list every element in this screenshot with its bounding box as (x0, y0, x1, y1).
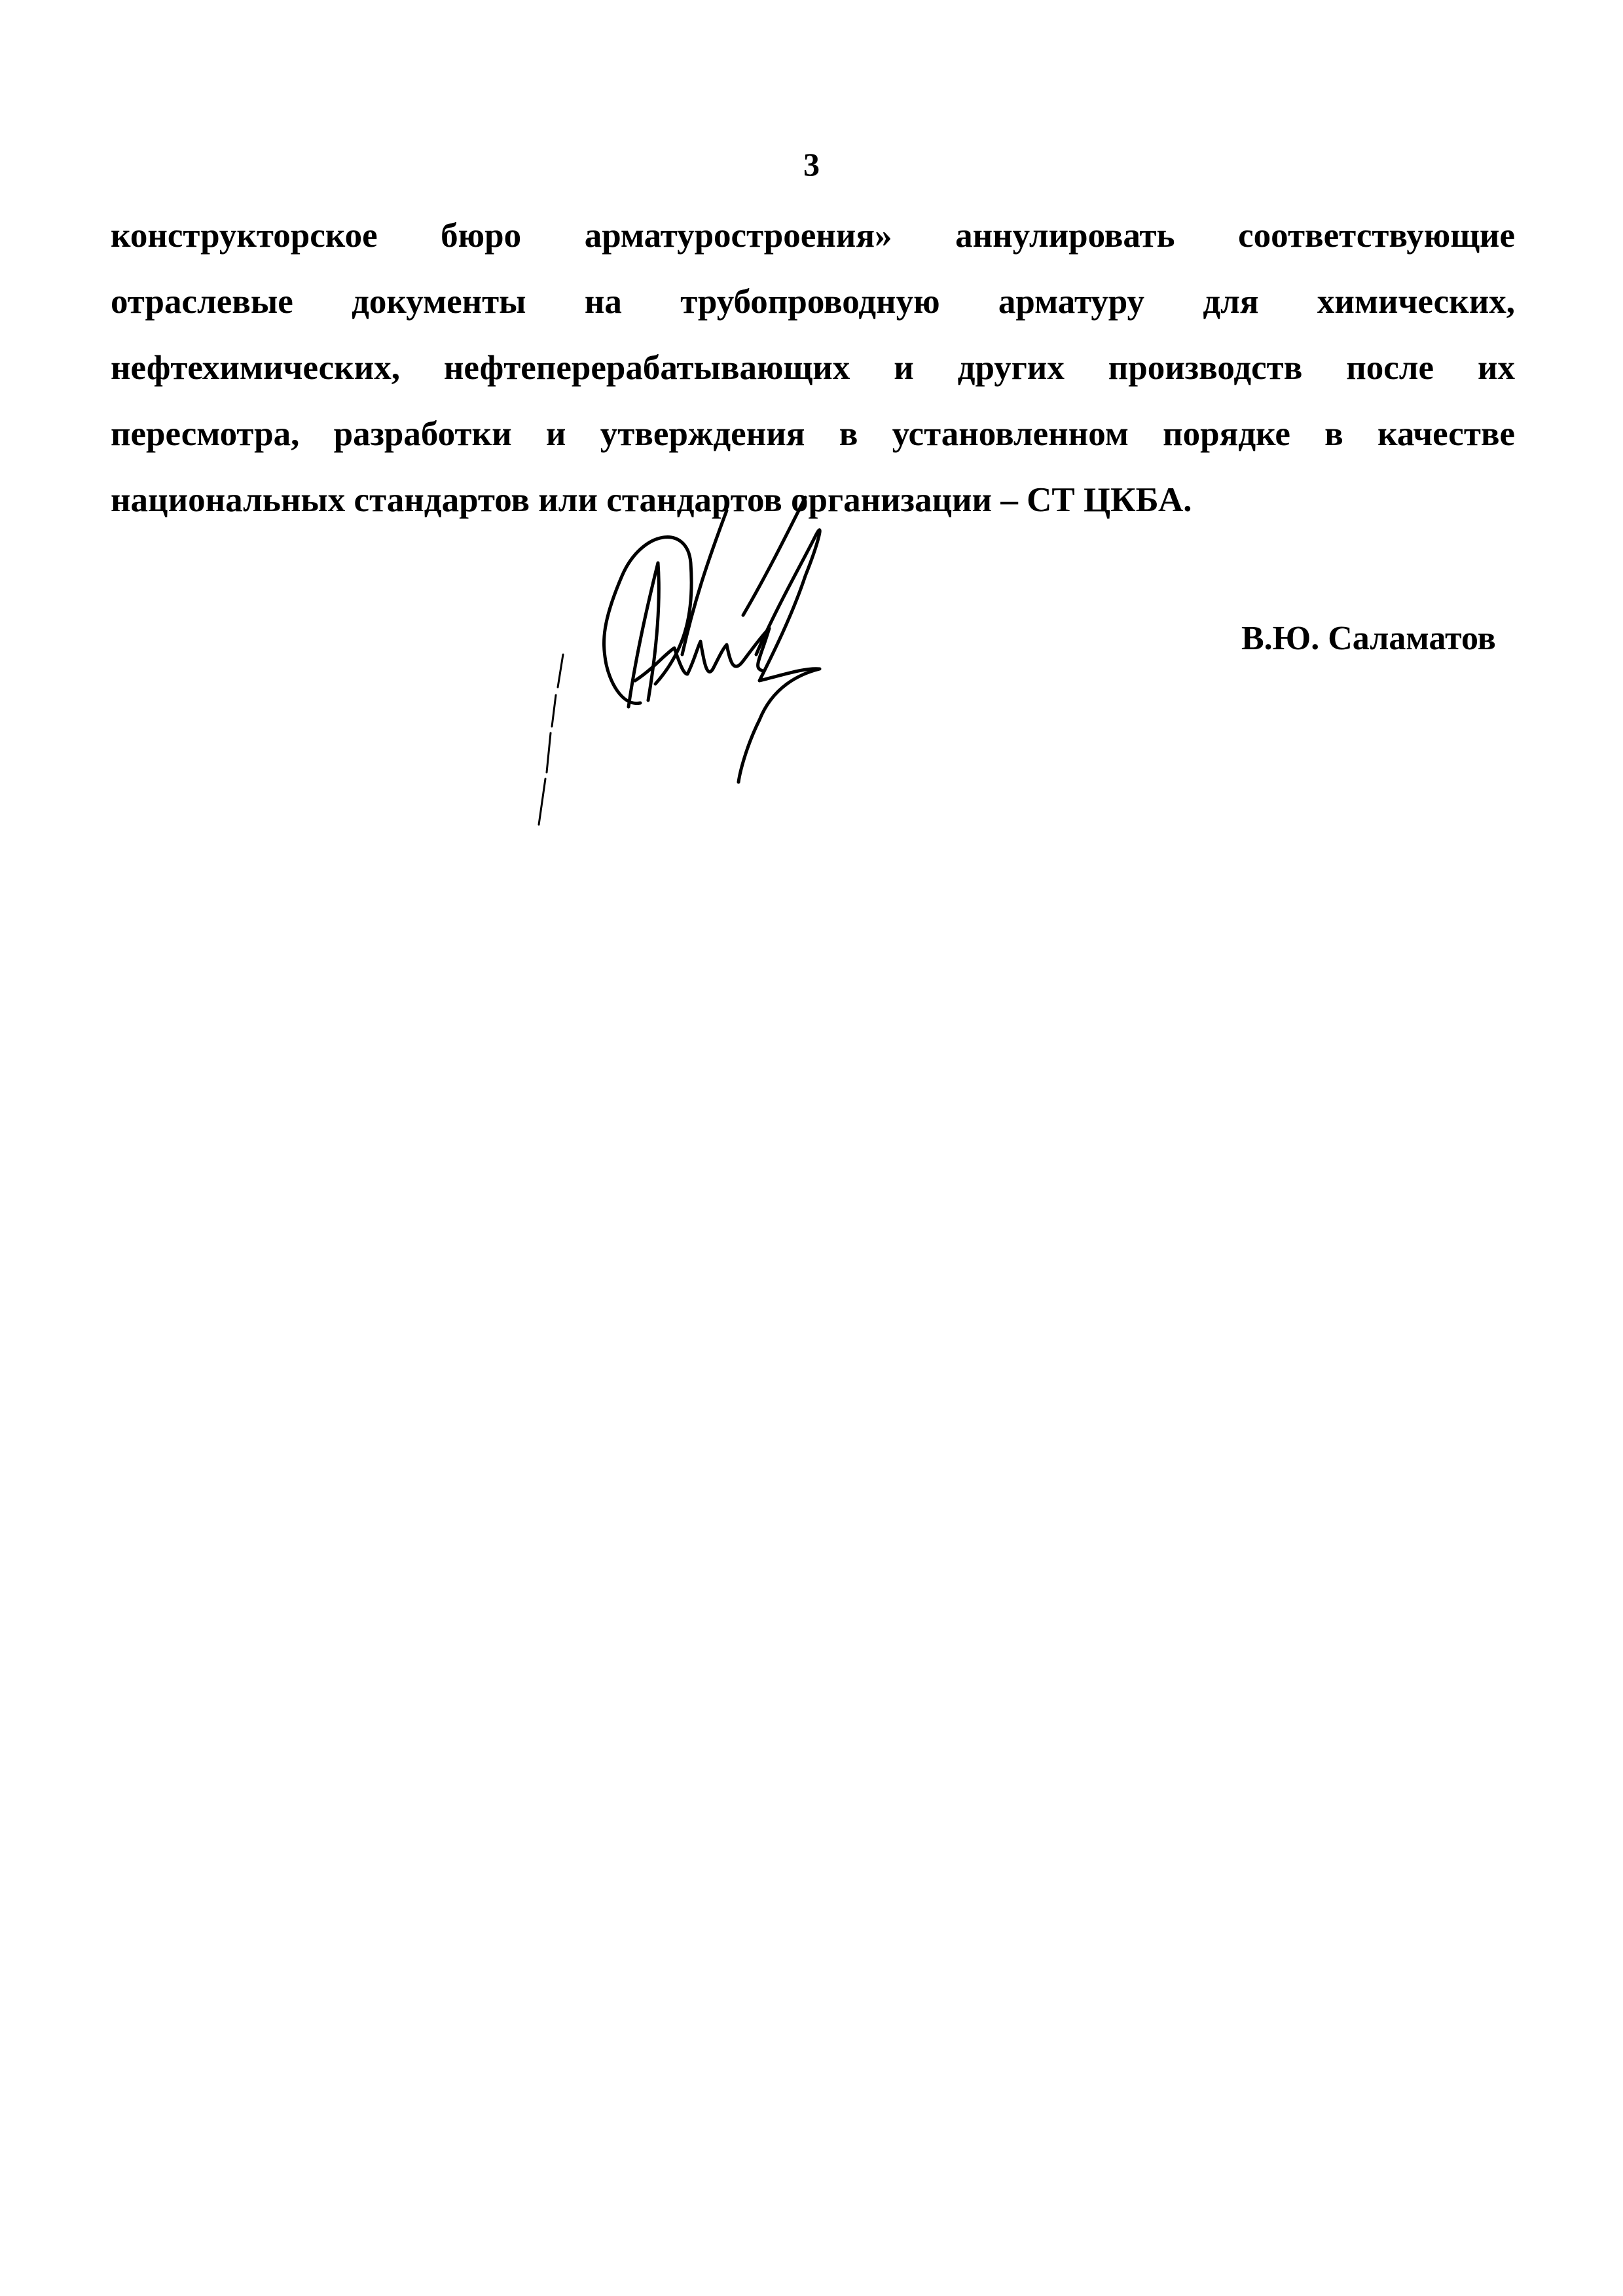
body-paragraph (111, 203, 1515, 533)
paragraph-line: пересмотра, разработки и утверждения в установленном порядке в качестве (111, 415, 1515, 453)
paragraph-line: отраслевые документы на трубопроводную арматуру для химических, (111, 283, 1515, 321)
paragraph-line: конструкторское бюро арматуростроения» аннулировать соответствующие (111, 217, 1515, 255)
signer-name: В.Ю. Саламатов (1241, 620, 1496, 657)
page-number: 3 (803, 146, 820, 183)
paragraph-line: нефтехимических, нефтеперерабатывающих и других производств после их (111, 349, 1515, 387)
paragraph-line: национальных стандартов или стандартов организации – СТ ЦКБА. (111, 481, 1192, 519)
